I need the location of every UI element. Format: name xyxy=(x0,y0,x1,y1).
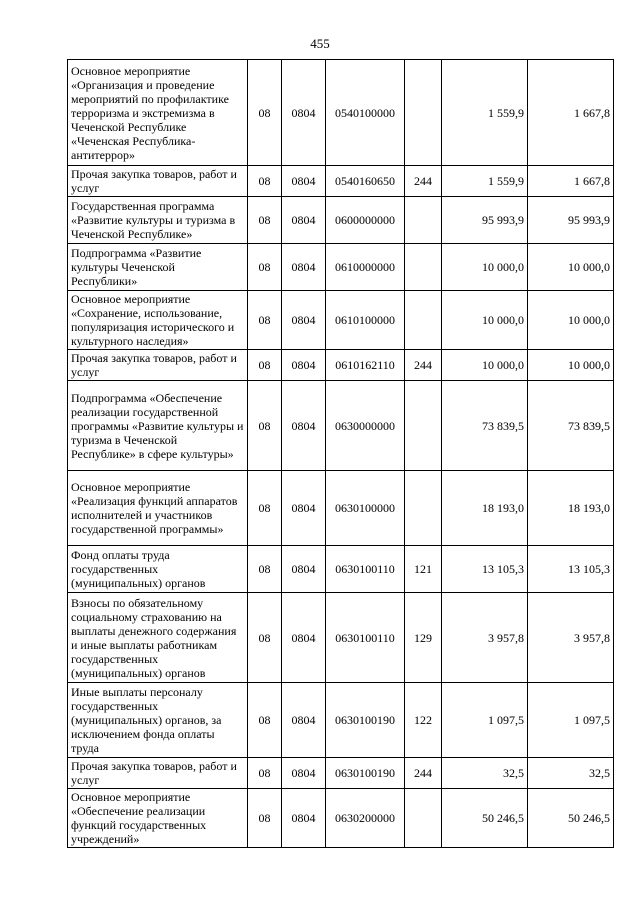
table-row xyxy=(68,244,614,291)
row-subsection: 0804 xyxy=(282,381,326,471)
row-name: Подпрограмма «Развитие культуры Чеченской Республики» xyxy=(68,244,248,291)
row-amount-2: 1 667,8 xyxy=(528,60,614,166)
row-name: Фонд оплаты труда государственных (муниципальных) органов xyxy=(68,546,248,593)
budget-table xyxy=(67,59,614,848)
row-amount-1: 1 559,9 xyxy=(442,60,528,166)
row-section: 08 xyxy=(248,758,282,789)
row-name: Основное мероприятие «Сохранение, использование, популяризация исторического и культурного наследия» xyxy=(68,291,248,350)
row-name: Взносы по обязательному социальному страхованию на выплаты денежного содержания и иные выплаты работникам государственных (муниципальных) органов xyxy=(68,593,248,683)
table-row xyxy=(68,381,614,471)
row-expense-type: 244 xyxy=(405,758,442,789)
row-amount-2: 10 000,0 xyxy=(528,350,614,381)
table-row xyxy=(68,350,614,381)
row-amount-1: 3 957,8 xyxy=(442,593,528,683)
row-amount-1: 10 000,0 xyxy=(442,244,528,291)
row-amount-1: 10 000,0 xyxy=(442,350,528,381)
row-expense-type: 129 xyxy=(405,593,442,683)
row-section: 08 xyxy=(248,471,282,546)
row-section: 08 xyxy=(248,593,282,683)
row-target-article: 0610000000 xyxy=(326,244,405,291)
row-target-article: 0630100110 xyxy=(326,546,405,593)
row-target-article: 0630100000 xyxy=(326,471,405,546)
row-subsection: 0804 xyxy=(282,291,326,350)
row-amount-1: 50 246,5 xyxy=(442,789,528,848)
row-amount-2: 10 000,0 xyxy=(528,244,614,291)
table-row xyxy=(68,471,614,546)
row-section: 08 xyxy=(248,546,282,593)
row-expense-type: 121 xyxy=(405,546,442,593)
row-subsection: 0804 xyxy=(282,789,326,848)
row-section: 08 xyxy=(248,197,282,244)
row-amount-2: 73 839,5 xyxy=(528,381,614,471)
row-amount-1: 95 993,9 xyxy=(442,197,528,244)
row-amount-2: 32,5 xyxy=(528,758,614,789)
table-row xyxy=(68,197,614,244)
table-row xyxy=(68,758,614,789)
row-subsection: 0804 xyxy=(282,471,326,546)
row-amount-2: 1 097,5 xyxy=(528,683,614,758)
row-section: 08 xyxy=(248,60,282,166)
row-name: Прочая закупка товаров, работ и услуг xyxy=(68,166,248,197)
row-name: Государственная программа «Развитие культуры и туризма в Чеченской Республике» xyxy=(68,197,248,244)
row-expense-type xyxy=(405,471,442,546)
row-target-article: 0540160650 xyxy=(326,166,405,197)
row-expense-type xyxy=(405,60,442,166)
row-amount-2: 13 105,3 xyxy=(528,546,614,593)
row-expense-type: 244 xyxy=(405,350,442,381)
row-subsection: 0804 xyxy=(282,197,326,244)
row-amount-2: 50 246,5 xyxy=(528,789,614,848)
row-amount-2: 10 000,0 xyxy=(528,291,614,350)
row-section: 08 xyxy=(248,291,282,350)
row-name: Прочая закупка товаров, работ и услуг xyxy=(68,350,248,381)
row-amount-1: 1 559,9 xyxy=(442,166,528,197)
row-amount-1: 1 097,5 xyxy=(442,683,528,758)
row-subsection: 0804 xyxy=(282,350,326,381)
page-number: 455 xyxy=(310,36,330,51)
row-target-article: 0630100110 xyxy=(326,593,405,683)
row-amount-2: 18 193,0 xyxy=(528,471,614,546)
row-section: 08 xyxy=(248,683,282,758)
row-expense-type xyxy=(405,291,442,350)
row-target-article: 0630200000 xyxy=(326,789,405,848)
table-row xyxy=(68,166,614,197)
row-expense-type: 122 xyxy=(405,683,442,758)
row-subsection: 0804 xyxy=(282,60,326,166)
row-section: 08 xyxy=(248,244,282,291)
row-expense-type xyxy=(405,197,442,244)
row-target-article: 0630000000 xyxy=(326,381,405,471)
row-subsection: 0804 xyxy=(282,593,326,683)
row-name: Прочая закупка товаров, работ и услуг xyxy=(68,758,248,789)
row-name: Основное мероприятие «Реализация функций аппаратов исполнителей и участников государственной программы» xyxy=(68,471,248,546)
row-target-article: 0600000000 xyxy=(326,197,405,244)
row-amount-2: 1 667,8 xyxy=(528,166,614,197)
row-expense-type xyxy=(405,789,442,848)
row-section: 08 xyxy=(248,381,282,471)
row-subsection: 0804 xyxy=(282,683,326,758)
row-subsection: 0804 xyxy=(282,244,326,291)
row-target-article: 0610100000 xyxy=(326,291,405,350)
row-section: 08 xyxy=(248,350,282,381)
row-amount-1: 18 193,0 xyxy=(442,471,528,546)
row-amount-1: 10 000,0 xyxy=(442,291,528,350)
row-amount-1: 32,5 xyxy=(442,758,528,789)
row-target-article: 0540100000 xyxy=(326,60,405,166)
table-row xyxy=(68,683,614,758)
row-subsection: 0804 xyxy=(282,758,326,789)
row-amount-1: 13 105,3 xyxy=(442,546,528,593)
table-row xyxy=(68,546,614,593)
row-name: Основное мероприятие «Обеспечение реализации функций государственных учреждений» xyxy=(68,789,248,848)
table-row xyxy=(68,291,614,350)
table-row xyxy=(68,593,614,683)
row-expense-type xyxy=(405,381,442,471)
row-amount-2: 95 993,9 xyxy=(528,197,614,244)
row-target-article: 0610162110 xyxy=(326,350,405,381)
row-name: Подпрограмма «Обеспечение реализации государственной программы «Развитие культуры и туризма в Чеченской Республике» в сфере культуры» xyxy=(68,381,248,471)
row-section: 08 xyxy=(248,166,282,197)
row-target-article: 0630100190 xyxy=(326,683,405,758)
table-row xyxy=(68,60,614,166)
row-expense-type: 244 xyxy=(405,166,442,197)
row-amount-1: 73 839,5 xyxy=(442,381,528,471)
row-subsection: 0804 xyxy=(282,546,326,593)
row-amount-2: 3 957,8 xyxy=(528,593,614,683)
row-section: 08 xyxy=(248,789,282,848)
row-name: Иные выплаты персоналу государственных (муниципальных) органов, за исключением фонда оплаты труда xyxy=(68,683,248,758)
row-expense-type xyxy=(405,244,442,291)
table-row xyxy=(68,789,614,848)
row-name: Основное мероприятие «Организация и проведение мероприятий по профилактике терроризма и экстремизма в Чеченской Республике «Чеченская Республика-антитеррор» xyxy=(68,60,248,166)
row-target-article: 0630100190 xyxy=(326,758,405,789)
row-subsection: 0804 xyxy=(282,166,326,197)
